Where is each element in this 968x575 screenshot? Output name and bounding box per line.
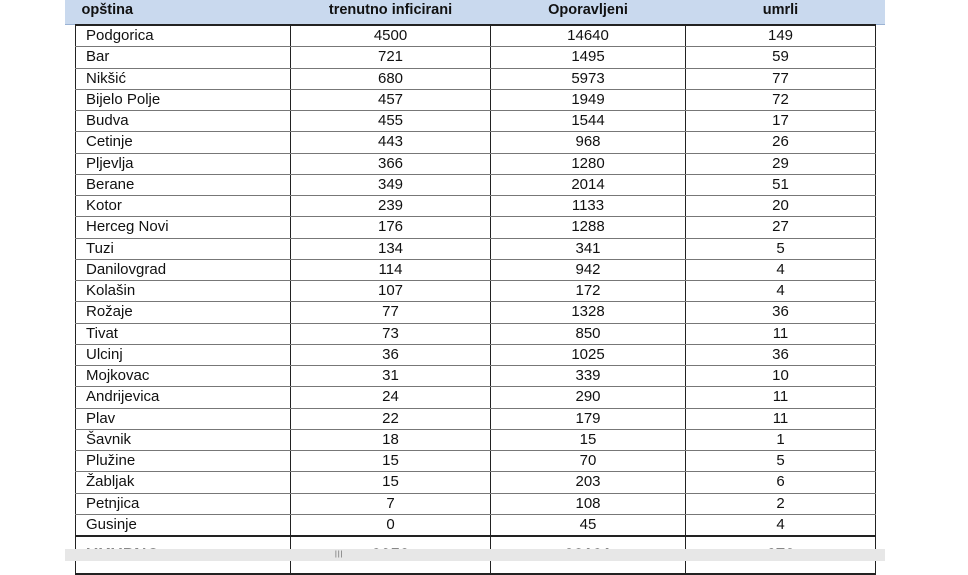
table-row (76, 408, 876, 429)
table-row (76, 323, 876, 344)
municipality-cell: Nikšić (76, 68, 291, 89)
table-row (76, 174, 876, 195)
header-deceased: umrli (762, 2, 799, 18)
recovered-cell: 1949 (491, 89, 686, 110)
infected-cell: 721 (291, 47, 491, 68)
municipality-cell: Andrijevica (76, 387, 291, 408)
deceased-cell: 59 (686, 47, 876, 68)
table-row (76, 344, 876, 365)
header-row (76, 0, 876, 25)
recovered-cell: 108 (491, 493, 686, 514)
recovered-cell: 1495 (491, 47, 686, 68)
deceased-cell: 51 (686, 174, 876, 195)
table-row (76, 259, 876, 280)
deceased-cell: 20 (686, 196, 876, 217)
municipality-cell: Mojkovac (76, 366, 291, 387)
municipality-cell: Plužine (76, 451, 291, 472)
municipality-cell: Kolašin (76, 281, 291, 302)
scroll-tick-icon: ||| (335, 551, 344, 558)
recovered-cell: 341 (491, 238, 686, 259)
deceased-cell: 4 (686, 259, 876, 280)
municipality-cell: Petnjica (76, 493, 291, 514)
infected-cell: 134 (291, 238, 491, 259)
table-row (76, 111, 876, 132)
recovered-cell: 850 (491, 323, 686, 344)
header-infected: trenutno inficirani (328, 2, 453, 18)
deceased-cell: 2 (686, 493, 876, 514)
municipality-cell: Budva (76, 111, 291, 132)
deceased-cell: 10 (686, 366, 876, 387)
table-row (76, 493, 876, 514)
infected-cell: 36 (291, 344, 491, 365)
recovered-cell: 70 (491, 451, 686, 472)
table-row (76, 451, 876, 472)
deceased-cell: 29 (686, 153, 876, 174)
recovered-cell: 290 (491, 387, 686, 408)
table-row (76, 217, 876, 238)
municipality-cell: Ulcinj (76, 344, 291, 365)
deceased-cell: 1 (686, 429, 876, 450)
infected-cell: 15 (291, 451, 491, 472)
municipality-cell: Tivat (76, 323, 291, 344)
recovered-cell: 1328 (491, 302, 686, 323)
infected-cell: 455 (291, 111, 491, 132)
deceased-cell: 17 (686, 111, 876, 132)
infected-cell: 31 (291, 366, 491, 387)
deceased-cell: 36 (686, 344, 876, 365)
recovered-cell: 968 (491, 132, 686, 153)
recovered-cell: 172 (491, 281, 686, 302)
infected-cell: 18 (291, 429, 491, 450)
recovered-cell: 2014 (491, 174, 686, 195)
municipality-cell: Pljevlja (76, 153, 291, 174)
deceased-cell: 36 (686, 302, 876, 323)
table-row (76, 238, 876, 259)
recovered-cell: 15 (491, 429, 686, 450)
municipality-cell: Tuzi (76, 238, 291, 259)
recovered-cell: 179 (491, 408, 686, 429)
infected-cell: 73 (291, 323, 491, 344)
recovered-cell: 1133 (491, 196, 686, 217)
municipality-cell: Gusinje (76, 514, 291, 536)
header-recovered: Oporavljeni (548, 2, 628, 18)
table-row (76, 25, 876, 47)
table-row (76, 281, 876, 302)
municipality-cell: Kotor (76, 196, 291, 217)
infected-cell: 7 (291, 493, 491, 514)
table-row (76, 47, 876, 68)
table-row (76, 387, 876, 408)
recovered-cell: 1288 (491, 217, 686, 238)
municipality-cell: Berane (76, 174, 291, 195)
infected-cell: 366 (291, 153, 491, 174)
recovered-cell: 203 (491, 472, 686, 493)
deceased-cell: 149 (686, 25, 876, 47)
deceased-cell: 77 (686, 68, 876, 89)
municipality-table (75, 0, 876, 575)
municipality-cell: Bijelo Polje (76, 89, 291, 110)
municipality-cell: Danilovgrad (76, 259, 291, 280)
infected-cell: 77 (291, 302, 491, 323)
table-row (76, 132, 876, 153)
municipality-cell: Bar (76, 47, 291, 68)
recovered-cell: 942 (491, 259, 686, 280)
deceased-cell: 4 (686, 514, 876, 536)
table-row (76, 302, 876, 323)
recovered-cell: 339 (491, 366, 686, 387)
infected-cell: 4500 (291, 25, 491, 47)
recovered-cell: 1280 (491, 153, 686, 174)
municipality-cell: Rožaje (76, 302, 291, 323)
deceased-cell: 11 (686, 387, 876, 408)
deceased-cell: 5 (686, 451, 876, 472)
infected-cell: 176 (291, 217, 491, 238)
deceased-cell: 27 (686, 217, 876, 238)
table-row (76, 472, 876, 493)
deceased-cell: 5 (686, 238, 876, 259)
deceased-cell: 11 (686, 323, 876, 344)
infected-cell: 457 (291, 89, 491, 110)
table-frame (65, 0, 885, 561)
infected-cell: 680 (291, 68, 491, 89)
municipality-cell: Šavnik (76, 429, 291, 450)
infected-cell: 15 (291, 472, 491, 493)
infected-cell: 239 (291, 196, 491, 217)
deceased-cell: 72 (686, 89, 876, 110)
table-row (76, 153, 876, 174)
infected-cell: 114 (291, 259, 491, 280)
recovered-cell: 45 (491, 514, 686, 536)
infected-cell: 24 (291, 387, 491, 408)
municipality-cell: Žabljak (76, 472, 291, 493)
table-row (76, 366, 876, 387)
deceased-cell: 6 (686, 472, 876, 493)
table-row (76, 514, 876, 536)
deceased-cell: 4 (686, 281, 876, 302)
municipality-cell: Podgorica (76, 25, 291, 47)
table-row (76, 68, 876, 89)
infected-cell: 107 (291, 281, 491, 302)
bottom-strip (65, 549, 885, 561)
infected-cell: 349 (291, 174, 491, 195)
infected-cell: 443 (291, 132, 491, 153)
deceased-cell: 11 (686, 408, 876, 429)
municipality-cell: Herceg Novi (76, 217, 291, 238)
recovered-cell: 14640 (491, 25, 686, 47)
table-row (76, 89, 876, 110)
table-row (76, 196, 876, 217)
recovered-cell: 1025 (491, 344, 686, 365)
infected-cell: 0 (291, 514, 491, 536)
deceased-cell: 26 (686, 132, 876, 153)
municipality-cell: Plav (76, 408, 291, 429)
header-municipality: opština (81, 2, 134, 18)
infected-cell: 22 (291, 408, 491, 429)
municipality-cell: Cetinje (76, 132, 291, 153)
table-row (76, 429, 876, 450)
recovered-cell: 5973 (491, 68, 686, 89)
recovered-cell: 1544 (491, 111, 686, 132)
